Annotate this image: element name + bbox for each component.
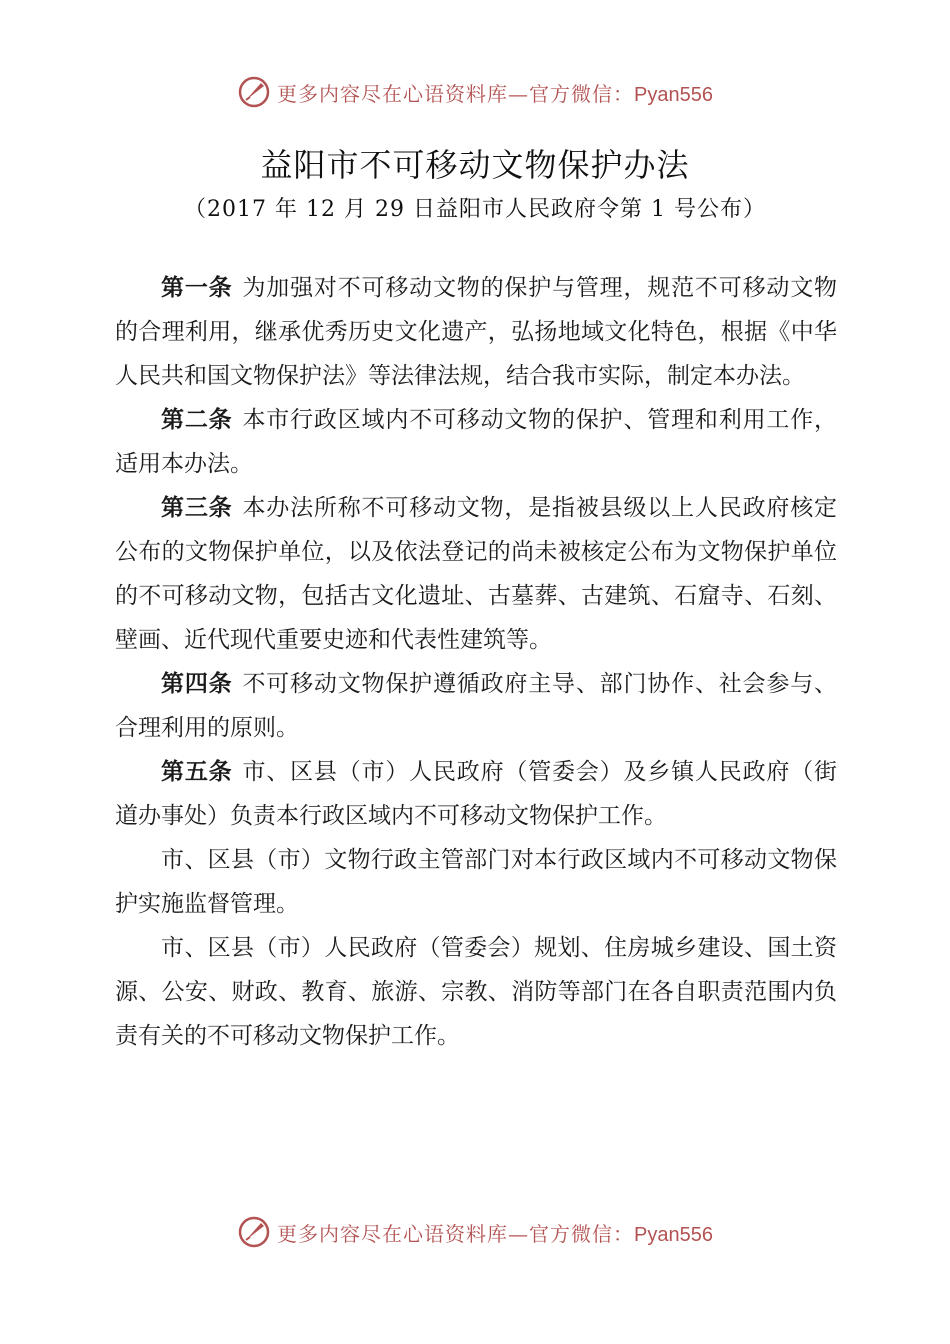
document-body — [115, 266, 837, 1058]
paragraph — [115, 926, 837, 1058]
banner-label: 更多内容尽在心语资料库—官方微信： — [277, 81, 635, 106]
paragraph-text: 市、区县（市）人民政府（管委会）及乡镇人民政府（街道办事处）负责本行政区域内不可移动文物保护工作。 — [115, 759, 838, 829]
paragraph — [115, 838, 837, 926]
footer-watermark-banner — [0, 1210, 950, 1254]
paragraph — [115, 398, 837, 486]
banner-text — [277, 1218, 713, 1247]
quill-logo-icon — [237, 1215, 271, 1249]
banner-wechat-id: Pyan556 — [634, 1223, 713, 1246]
article-number: 第三条 — [161, 495, 233, 521]
paragraph-text: 本市行政区域内不可移动文物的保护、管理和利用工作，适用本办法。 — [115, 407, 838, 477]
article-number: 第二条 — [161, 407, 233, 433]
paragraph — [115, 750, 837, 838]
article-number: 第五条 — [161, 759, 233, 785]
paragraph — [115, 486, 837, 662]
paragraph-text: 市、区县（市）文物行政主管部门对本行政区域内不可移动文物保护实施监督管理。 — [115, 847, 837, 917]
paragraph — [115, 662, 837, 750]
paragraph-text: 为加强对不可移动文物的保护与管理，规范不可移动文物的合理利用，继承优秀历史文化遗产，弘扬地域文化特色，根据《中华人民共和国文物保护法》等法律法规，结合我市实际，制定本办法。 — [115, 275, 838, 389]
paragraph-text: 不可移动文物保护遵循政府主导、部门协作、社会参与、合理利用的原则。 — [115, 671, 838, 741]
paragraph — [115, 266, 837, 398]
article-number: 第一条 — [161, 275, 233, 301]
banner-label: 更多内容尽在心语资料库—官方微信： — [277, 1221, 635, 1246]
document-subtitle: （2017 年 12 月 29 日益阳市人民政府令第 1 号公布） — [184, 197, 766, 222]
paragraph-text: 本办法所称不可移动文物，是指被县级以上人民政府核定公布的文物保护单位，以及依法登记的尚未被核定公布为文物保护单位的不可移动文物，包括古文化遗址、古墓葬、古建筑、石窟寺、石刻、壁画、近代现代重要史迹和代表性建筑等。 — [115, 495, 838, 653]
article-number: 第四条 — [161, 671, 233, 697]
quill-logo-icon — [237, 75, 271, 109]
banner-text — [277, 78, 713, 107]
banner-wechat-id: Pyan556 — [634, 83, 713, 106]
document-title: 益阳市不可移动文物保护办法 — [260, 146, 690, 184]
header-watermark-banner — [0, 70, 950, 114]
paragraph-text: 市、区县（市）人民政府（管委会）规划、住房城乡建设、国土资源、公安、财政、教育、旅游、宗教、消防等部门在各自职责范围内负责有关的不可移动文物保护工作。 — [115, 935, 837, 1049]
